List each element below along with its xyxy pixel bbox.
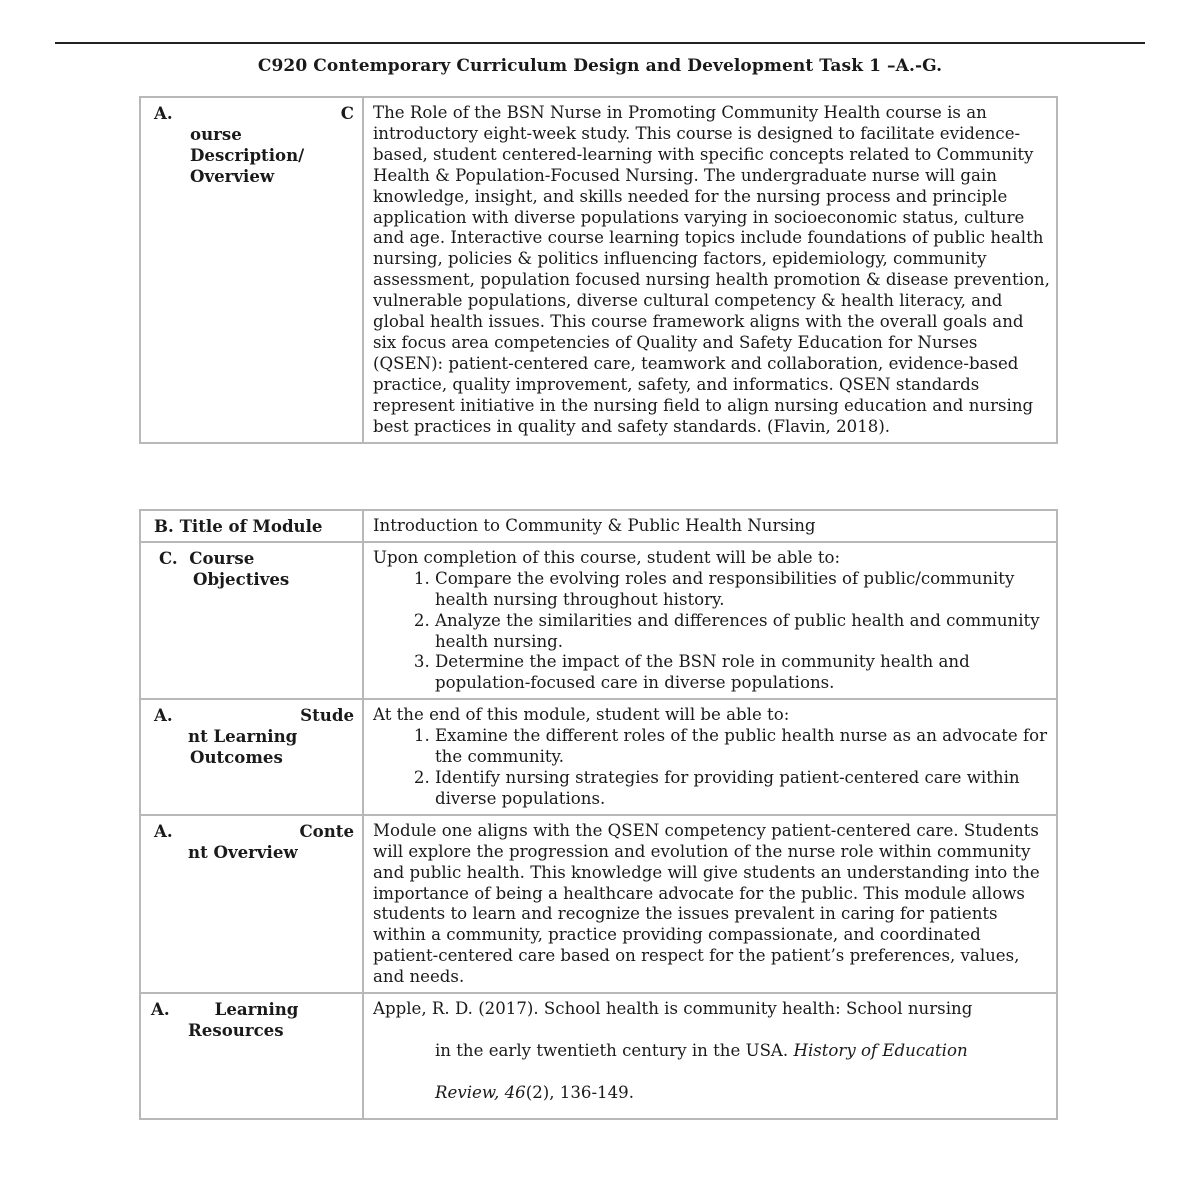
objectives-list (373, 569, 1050, 694)
objectives-intro: Upon completion of this course, student will be able to: (373, 547, 841, 567)
section-a-label-line: Overview (190, 165, 275, 186)
resources-label-tail: Learning (214, 999, 299, 1020)
section-c-label-line: Objectives (193, 568, 290, 589)
table-row (140, 97, 1057, 443)
course-objectives-content-cell (363, 542, 1057, 699)
top-rule (55, 42, 1145, 44)
list-item: 2. Identify nursing strategies for providing patient-centered care within diverse populations. (435, 768, 1050, 810)
title-of-module-label-cell (140, 510, 363, 542)
section-a-label-line: ourse (190, 123, 242, 144)
title-of-module-content-cell (363, 510, 1057, 542)
outcomes-label-line: Outcomes (190, 747, 283, 768)
learning-outcomes-label-cell (140, 699, 363, 815)
learning-outcomes-content-cell (363, 699, 1057, 815)
course-description-table (139, 96, 1058, 444)
section-a-label-cell (140, 97, 363, 443)
resources-label-line: Resources (188, 1019, 284, 1040)
table-row (140, 542, 1057, 699)
learning-resources-label-cell (140, 993, 363, 1119)
table-row (140, 510, 1057, 542)
section-c-letter: C. (159, 547, 178, 568)
section-a-letter: A. (154, 103, 173, 123)
section-a-label-line: Description/ (190, 144, 305, 165)
content-overview-text: Module one aligns with the QSEN competency patient-centered care. Students will explore the progression and evolution of the nurse role within community and public health. This knowledge will give students an understanding into the importance of being a healthcare advocate for the public. This module allows students to learn and recognize the issues prevalent in caring for patients within a community, practice providing compassionate, and coordinated patient-centered care based on respect for the patient’s preferences, values, and needs. (373, 820, 1040, 987)
outcomes-label-tail: Stude (300, 705, 354, 726)
learning-resources-content-cell (363, 993, 1057, 1119)
reference-entry (373, 999, 1050, 1114)
list-item: 1. Compare the evolving roles and responsibilities of public/community health nursing throughout history. (435, 569, 1050, 611)
journal-volume: Review, 46 (435, 1082, 526, 1102)
section-a-content-cell (363, 97, 1057, 443)
outcomes-label-line: nt Learning (188, 726, 298, 747)
module-title-text: Introduction to Community & Public Health Nursing (373, 516, 816, 535)
content-label-line: nt Overview (188, 841, 298, 862)
reference-line: Apple, R. D. (2017). School health is community health: School nursing (373, 999, 973, 1019)
content-overview-label-cell (140, 815, 363, 993)
outcomes-list (373, 726, 1050, 810)
outcomes-letter: A. (154, 705, 173, 726)
course-objectives-label-cell (140, 542, 363, 699)
section-a-label-tail: C (340, 103, 354, 123)
document-title: C920 Contemporary Curriculum Design and Development Task 1 –A.-G. (257, 56, 943, 76)
list-item: 3. Determine the impact of the BSN role in community health and population-focused care in diverse populations. (435, 652, 1050, 694)
table-row (140, 699, 1057, 815)
content-letter: A. (154, 820, 173, 841)
section-c-label-line: Course (189, 547, 255, 568)
journal-title: History of Education (793, 1040, 968, 1060)
list-item: 2. Analyze the similarities and differences of public health and community health nursing. (435, 611, 1050, 653)
content-label-tail: Conte (299, 820, 354, 841)
course-description-text: The Role of the BSN Nurse in Promoting Community Health course is an introductory eight-week study. This course is designed to facilitate evidence-based, student centered-learning with specific concepts related to Community Health & Population-Focused Nursing. The undergraduate nurse will gain knowledge, insight, and skills needed for the nursing process and principle application with diverse populations varying in socioeconomic status, culture and age. Interactive course learning topics include foundations of public health nursing, policies & politics influencing factors, epidemiology, community assessment, population focused nursing health promotion & disease prevention, vulnerable populations, diverse cultural competency & health literacy, and global health issues. This course framework aligns with the overall goals and six focus area competencies of Quality and Safety Education for Nurses (QSEN): patient-centered care, teamwork and collaboration, evidence-based practice, quality improvement, safety, and informatics. QSEN standards represent initiative in the nursing field to align nursing education and nursing best practices in quality and safety standards. (Flavin, 2018). (373, 103, 1050, 436)
reference-line: in the early twentieth century in the USA. History of Education (435, 1040, 968, 1060)
content-overview-content-cell (363, 815, 1057, 993)
resources-letter: A. (151, 999, 170, 1020)
module-table (139, 509, 1058, 1120)
table-row (140, 815, 1057, 993)
table-row (140, 993, 1057, 1119)
list-item: 1. Examine the different roles of the public health nurse as an advocate for the community. (435, 726, 1050, 768)
outcomes-intro: At the end of this module, student will be able to: (373, 705, 790, 725)
title-of-module-label: B. Title of Module (154, 516, 323, 536)
reference-line: Review, 46(2), 136-149. (435, 1082, 634, 1102)
